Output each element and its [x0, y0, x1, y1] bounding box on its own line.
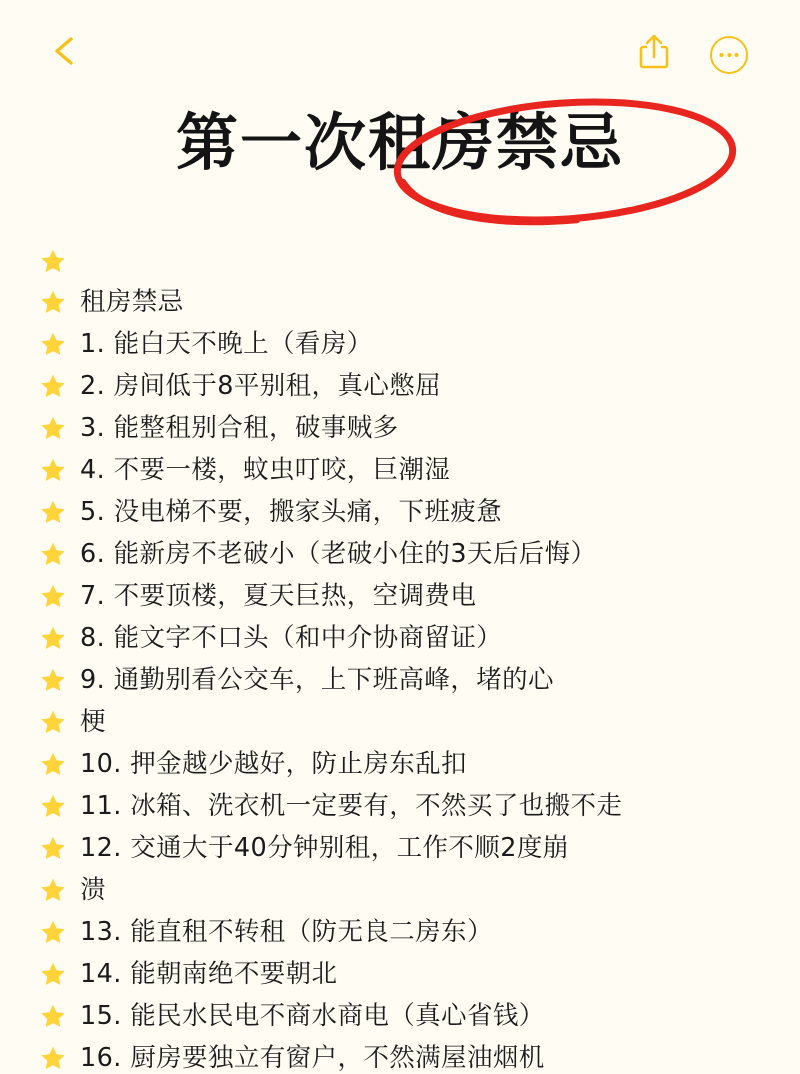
list-item-label: 9. 通勤别看公交车，上下班高峰，堵的心	[80, 665, 554, 695]
list-item	[40, 491, 756, 533]
title-area	[0, 106, 800, 216]
list-item-label: 4. 不要一楼，蚊虫叮咬，巨潮湿	[80, 455, 451, 485]
list-item	[40, 407, 756, 449]
list-item-label: 8. 能文字不口头（和中介协商留证）	[80, 623, 503, 653]
list-item	[40, 533, 756, 575]
list-item	[40, 869, 756, 911]
star-icon	[40, 877, 66, 903]
star-icon	[40, 625, 66, 651]
list-item	[40, 281, 756, 323]
share-upload-icon	[636, 57, 672, 74]
star-icon	[40, 751, 66, 777]
list-item-label: 3. 能整租别合租，破事贼多	[80, 413, 399, 443]
star-icon	[40, 415, 66, 441]
list-item-label: 10. 押金越少越好，防止房东乱扣	[80, 749, 467, 779]
list-item	[40, 911, 756, 953]
star-icon	[40, 709, 66, 735]
list-item	[40, 701, 756, 743]
star-icon	[40, 541, 66, 567]
star-icon	[40, 1045, 66, 1071]
list-item-label: 2. 房间低于8平别租，真心憋屈	[80, 371, 442, 401]
chevron-left-icon	[48, 34, 82, 68]
back-button[interactable]	[48, 34, 82, 68]
tips-list	[0, 240, 800, 1074]
list-item	[40, 240, 756, 281]
list-item-label: 14. 能朝南绝不要朝北	[80, 959, 338, 989]
list-item-label: 16. 厨房要独立有窗户，不然满屋油烟机	[80, 1043, 545, 1073]
list-item-label: 溃	[80, 875, 106, 905]
star-icon	[40, 248, 66, 274]
star-icon	[40, 793, 66, 819]
list-item	[40, 449, 756, 491]
list-item	[40, 785, 756, 827]
list-item-label: 租房禁忌	[80, 287, 184, 317]
list-item	[40, 953, 756, 995]
list-item	[40, 743, 756, 785]
list-item-label: 11. 冰箱、洗衣机一定要有，不然买了也搬不走	[80, 791, 623, 821]
top-bar	[0, 0, 800, 90]
list-item-label: 15. 能民水民电不商水商电（真心省钱）	[80, 1001, 545, 1031]
list-item	[40, 617, 756, 659]
list-item-label: 5. 没电梯不要，搬家头痛，下班疲惫	[80, 497, 503, 527]
star-icon	[40, 331, 66, 357]
list-item-label: 6. 能新房不老破小（老破小住的3天后后悔）	[80, 539, 597, 569]
list-item	[40, 323, 756, 365]
share-button[interactable]	[636, 32, 672, 70]
page-title: 第一次租房禁忌	[175, 106, 624, 179]
list-item-label: 7. 不要顶楼，夏天巨热，空调费电	[80, 581, 477, 611]
more-options-button[interactable]	[710, 36, 748, 74]
list-item	[40, 995, 756, 1037]
list-item-label: 12. 交通大于40分钟别租，工作不顺2度崩	[80, 833, 569, 863]
list-item	[40, 827, 756, 869]
star-icon	[40, 373, 66, 399]
list-item-label: 1. 能白天不晚上（看房）	[80, 329, 373, 359]
star-icon	[40, 1003, 66, 1029]
list-item	[40, 1037, 756, 1074]
star-icon	[40, 499, 66, 525]
star-icon	[40, 835, 66, 861]
star-icon	[40, 961, 66, 987]
list-item	[40, 575, 756, 617]
star-icon	[40, 667, 66, 693]
list-item	[40, 365, 756, 407]
star-icon	[40, 583, 66, 609]
star-icon	[40, 919, 66, 945]
star-icon	[40, 457, 66, 483]
more-options-icon	[720, 53, 739, 57]
list-item	[40, 659, 756, 701]
star-icon	[40, 289, 66, 315]
list-item-label: 梗	[80, 707, 106, 737]
list-item-label: 13. 能直租不转租（防无良二房东）	[80, 917, 493, 947]
